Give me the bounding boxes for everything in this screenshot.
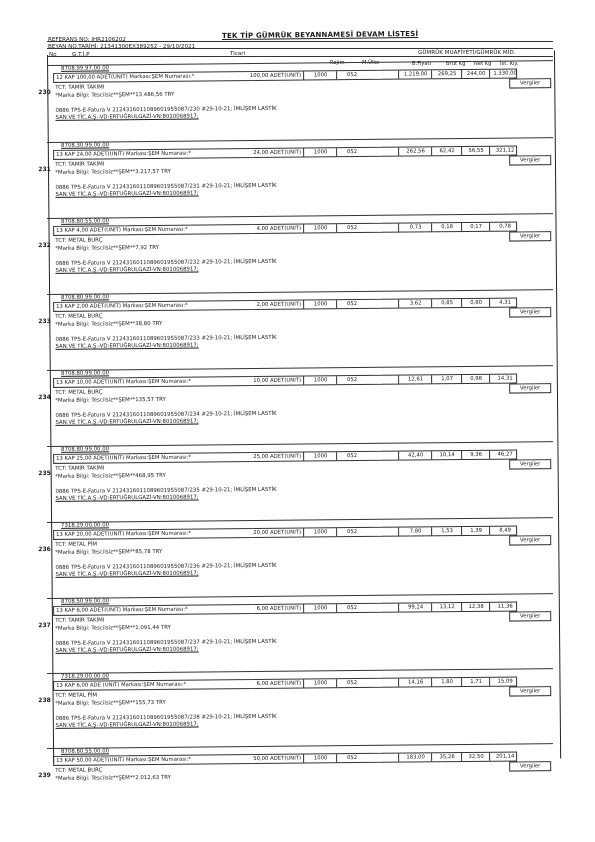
quantity-unit: 6,00 ADET(UNIT) [256, 680, 302, 687]
quantity-unit: 24,00 ADET(UNIT) [253, 149, 302, 157]
tax-label: Vergiler [509, 459, 551, 469]
cell-mulke: 052 [336, 604, 367, 612]
col-kiymet: İst. Kıy. [500, 61, 519, 67]
invoice-info: 0886 TPS-E-Fatura V 2124316011089601955087/237 #29-10-21; İMLİŞEM LASTİK [55, 638, 277, 647]
document-title: TEK TİP GÜMRÜK BEYANNAMESİ DEVAM LİSTESİ [221, 29, 419, 41]
firm-info: SAN.VE TİC.A.Ş.-VD:ERTUĞRULGAZİ-VN:8010068917; [55, 721, 199, 729]
cell-brut: 62,42 [431, 147, 462, 155]
firm-info: SAN.VE TİC.A.Ş.-VD:ERTUĞRULGAZİ-VN:8010068917; [55, 418, 199, 426]
cell-fiyat: 183,00 [398, 753, 432, 761]
cell-net: 0,17 [461, 223, 490, 231]
quantity-unit: 4,00 ADET(UNIT) [256, 225, 302, 232]
reference-number: REFERANS NO: IHR2106202 [48, 37, 126, 43]
cell-fiyat: 14,16 [398, 678, 432, 686]
cell-fiyat: 42,40 [398, 451, 432, 459]
invoice-info: 0886 TPS-E-Fatura V 2124316011089601955087/238 #29-10-21; İMLİŞEM LASTİK [55, 713, 277, 722]
cell-brut: 1,53 [431, 527, 462, 535]
quantity-unit: 20,00 ADET(UNIT) [253, 529, 302, 537]
firm-info: SAN.VE TİC.A.Ş.-VD:ERTUĞRULGAZİ-VN:8010068917; [55, 494, 199, 502]
cell-fiyat: 99,24 [398, 603, 432, 611]
cell-mulke: 052 [336, 452, 367, 460]
gtip-code: 8708.80.55.00.00 [61, 748, 110, 755]
invoice-info: 0886 TPS-E-Fatura V 2124316011089601955087/234 #29-10-21; İMLİŞEM LASTİK [55, 410, 277, 419]
firm-info: SAN.VE TİC.A.Ş.-VD:ERTUĞRULGAZİ-VN:8010068917; [55, 113, 199, 121]
cell-net: 1,39 [461, 527, 490, 535]
brand-info: *Marka Bilgi: Tescilsiz**ŞEM**85,78 TRY [55, 548, 163, 556]
gtip-code: 8708.80.99.00.00 [61, 370, 110, 377]
brand-info: *Marka Bilgi: Tescilsiz**ŞEM**2.012,63 TRY [55, 774, 171, 782]
cell-kiymet: 0,78 [489, 222, 520, 230]
item-number: 236 [38, 545, 51, 554]
quantity-unit: 2,00 ADET(UNIT) [256, 301, 302, 308]
quantity-unit: 25,00 ADET(UNIT) [253, 453, 302, 461]
cell-mulke: 052 [336, 148, 367, 156]
quantity-text: 13 KAP 20,00 ADET(UNIT) Markası:ŞEM Numarası:* [56, 530, 192, 538]
cell-rejim: 1000 [303, 376, 337, 384]
cell-brut: 269,25 [431, 70, 462, 78]
item-number: 237 [38, 621, 51, 630]
gtip-code: 7318.29.00.00.00 [61, 673, 110, 680]
invoice-info: 0886 TPS-E-Fatura V 2124316011089601955087/231 #29-10-21; İMLİŞEM LASTİK [55, 182, 277, 191]
cell-net: 0,80 [461, 299, 490, 307]
no-column-label: No [49, 52, 57, 58]
cell-net: 9,36 [461, 451, 490, 459]
cell-net: 0,98 [461, 375, 490, 383]
declaration-number: BEYAN NO.TARİHİ: 21341300EX389252 - 29/10/2021 [48, 44, 196, 50]
cell-rejim: 1000 [303, 604, 337, 612]
quantity-text: 13 KAP 10,00 ADET(UNIT) Markası:ŞEM Numarası:* [56, 378, 192, 386]
invoice-info: 0886 TPS-E-Fatura V 2124316011089601955087/230 #29-10-21; İMLİŞEM LASTİK [55, 105, 277, 114]
cell-net: 12,38 [461, 603, 490, 611]
item-number: 233 [38, 317, 51, 326]
tax-label: Vergiler [509, 686, 551, 696]
quantity-text: 13 KAP 24,00 ADET(UNIT) Markası:ŞEM Numarası:* [56, 150, 192, 158]
cell-mulke: 052 [336, 528, 367, 536]
brand-info: *Marka Bilgi: Tescilsiz**ŞEM**3.217,57 TRY [55, 168, 171, 176]
brand-info: *Marka Bilgi: Tescilsiz**ŞEM**7,92 TRY [55, 244, 159, 252]
quantity-text: 13 KAP 25,00 ADET(UNIT) Markası:ŞEM Numarası:* [56, 454, 192, 462]
quantity-text: 13 KAP 2,00 ADET(UNIT) Markası:ŞEM Numarası:* [56, 302, 188, 310]
tax-label: Vergiler [509, 155, 551, 165]
item-description: TCT: TAMİR TAKIMI [55, 161, 105, 168]
cell-mulke: 052 [336, 300, 367, 308]
col-rejim: Rejim [330, 60, 345, 66]
cell-kiymet: 1.330,00 [489, 69, 520, 77]
ticari-column-label: Ticari [230, 51, 246, 57]
brand-info: *Marka Bilgi: Tescilsiz**ŞEM**135,57 TRY [55, 396, 166, 404]
cell-mulke: 052 [336, 71, 367, 79]
cell-fiyat: 0,73 [398, 223, 432, 231]
cell-rejim: 1000 [303, 224, 337, 232]
gtip-code: 8708.80.55.00.00 [61, 218, 110, 225]
cell-mulke: 052 [336, 679, 367, 687]
item-number: 232 [38, 241, 51, 250]
brand-info: *Marka Bilgi: Tescilsiz**ŞEM**155,73 TRY [55, 699, 166, 707]
item-number: 234 [38, 393, 51, 402]
cell-kiymet: 8,49 [489, 526, 520, 534]
quantity-text: 13 KAP 6,00 ADE (UNIT) Markası:ŞEM Numarası:* [56, 681, 187, 689]
tax-label: Vergiler [509, 611, 551, 621]
header-rule [47, 48, 553, 49]
cell-rejim: 1000 [303, 452, 337, 460]
gumruk-column-label: GÜMRÜK MUAFİYETİ/GÜMRÜK MİD. [418, 50, 516, 56]
firm-info: SAN.VE TİC.A.Ş.-VD:ERTUĞRULGAZİ-VN:8010068917; [55, 266, 199, 274]
brand-info: *Marka Bilgi: Tescilsiz**ŞEM**13.486,56 TRY [55, 91, 175, 99]
cell-kiymet: 201,14 [489, 752, 520, 760]
brand-info: *Marka Bilgi: Tescilsiz**ŞEM**1.091,44 TRY [55, 624, 171, 632]
invoice-info: 0886 TPS-E-Fatura V 2124316011089601955087/236 #29-10-21; İMLİŞEM LASTİK [55, 562, 277, 571]
gtip-code: 8708.99.97.00.00 [61, 65, 110, 72]
cell-brut: 1,07 [431, 375, 462, 383]
firm-info: SAN.VE TİC.A.Ş.-VD:ERTUĞRULGAZİ-VN:8010068917; [55, 190, 199, 198]
tax-label: Vergiler [509, 231, 551, 241]
invoice-info: 0886 TPS-E-Fatura V 2124316011089601955087/235 #29-10-21; İMLİŞEM LASTİK [55, 486, 277, 495]
col-mulke: M.Ülke [362, 60, 380, 66]
tax-label: Vergiler [509, 307, 551, 317]
tax-label: Vergiler [509, 78, 551, 88]
cell-brut: 35,26 [431, 753, 462, 761]
item-number: 235 [38, 469, 51, 478]
cell-rejim: 1000 [303, 528, 337, 536]
cell-net: 244,00 [461, 70, 490, 78]
tax-label: Vergiler [509, 383, 551, 393]
gtip-code: 7318.29.00.00.00 [61, 522, 110, 529]
tax-label: Vergiler [509, 761, 551, 771]
cell-mulke: 052 [336, 224, 367, 232]
cell-fiyat: 262,56 [398, 147, 432, 155]
item-number: 238 [38, 696, 51, 705]
item-number: 231 [38, 165, 51, 174]
item-description: TCT: TAMİR TAKIMI [55, 84, 105, 91]
firm-info: SAN.VE TİC.A.Ş.-VD:ERTUĞRULGAZİ-VN:8010068917; [55, 570, 199, 578]
quantity-unit: 50,00 ADET(UNIT) [253, 755, 302, 763]
item-description: TCT: METAL PİM [55, 541, 98, 548]
cell-brut: 13,12 [431, 603, 462, 611]
cell-net: 56,55 [461, 147, 490, 155]
cell-mulke: 052 [336, 376, 367, 384]
quantity-unit: 6,00 ADET(UNIT) [256, 605, 302, 612]
cell-kiymet: 321,12 [489, 146, 520, 154]
gtip-code: 8708.80.99.00.00 [61, 446, 110, 453]
cell-kiymet: 11,36 [489, 602, 520, 610]
cell-rejim: 1000 [303, 300, 337, 308]
cell-brut: 1,80 [431, 678, 462, 686]
cell-rejim: 1000 [303, 71, 337, 79]
tax-label: Vergiler [509, 535, 551, 545]
cell-mulke: 052 [336, 754, 367, 762]
item-description: TCT: METAL BURÇ [55, 767, 103, 774]
gtip-code: 8708.30.99.00.00 [61, 142, 110, 149]
quantity-unit: 10,00 ADET(UNIT) [253, 377, 302, 385]
item-description: TCT: METAL BURÇ [55, 313, 103, 320]
col-net: Net Kg [474, 61, 492, 67]
quantity-text: 13 KAP 50,00 ADET(UNIT) Markası:ŞEM Numarası:* [56, 756, 192, 764]
cell-fiyat: 7,80 [398, 527, 432, 535]
item-number: 239 [38, 771, 51, 780]
cell-kiymet: 14,31 [489, 374, 520, 382]
cell-fiyat: 3,62 [398, 299, 432, 307]
firm-info: SAN.VE TİC.A.Ş.-VD:ERTUĞRULGAZİ-VN:8010068917; [55, 342, 199, 350]
brand-info: *Marka Bilgi: Tescilsiz**ŞEM**468,95 TRY [55, 472, 166, 480]
cell-kiymet: 46,27 [489, 450, 520, 458]
quantity-unit: 100,00 ADET(UNIT) [249, 72, 302, 80]
header-rule [47, 56, 553, 57]
quantity-text: 13 KAP 4,00 ADET(UNIT) Markası:ŞEM Numarası:* [56, 226, 188, 234]
cell-rejim: 1000 [303, 148, 337, 156]
item-description: TCT: METAL PİM [55, 692, 98, 699]
quantity-text: 12 KAP 100,00 ADET(UNIT) Markası:ŞEM Numarası:* [56, 73, 195, 81]
item-description: TCT: METAL BURÇ [55, 389, 103, 396]
cell-net: 1,71 [461, 678, 490, 686]
cell-kiymet: 15,09 [489, 677, 520, 685]
cell-rejim: 1000 [303, 679, 337, 687]
gtip-column-label: G.T.İ.P [72, 52, 90, 58]
cell-brut: 0,85 [431, 299, 462, 307]
quantity-text: 13 KAP 6,00 ADET(UNIT) Markası:ŞEM Numarası:* [56, 606, 188, 614]
cell-brut: 10,14 [431, 451, 462, 459]
gtip-code: 8708.80.99.00.00 [61, 294, 110, 301]
cell-brut: 0,18 [431, 223, 462, 231]
header-rule [47, 41, 553, 42]
item-number: 230 [38, 88, 51, 97]
brand-info: *Marka Bilgi: Tescilsiz**ŞEM**38,80 TRY [55, 320, 163, 328]
cell-rejim: 1000 [303, 754, 337, 762]
firm-info: SAN.VE TİC.A.Ş.-VD:ERTUĞRULGAZİ-VN:8010068917; [55, 646, 199, 654]
col-fiyat: B.Fiyatı [412, 61, 431, 67]
item-description: TCT: TAMİR TAKIMI [55, 465, 105, 472]
item-description: TCT: TAMİR TAKIMI [55, 617, 105, 624]
invoice-info: 0886 TPS-E-Fatura V 2124316011089601955087/233 #29-10-21; İMLİŞEM LASTİK [55, 334, 277, 343]
col-brut: Brüt Kg [446, 61, 466, 67]
gtip-code: 8708.50.99.00.00 [61, 598, 110, 605]
invoice-info: 0886 TPS-E-Fatura V 2124316011089601955087/232 #29-10-21; İMLİŞEM LASTİK [55, 258, 277, 267]
cell-fiyat: 1.219,00 [398, 70, 432, 78]
cell-net: 32,50 [461, 753, 490, 761]
cell-fiyat: 12,61 [398, 375, 432, 383]
cell-kiymet: 4,31 [489, 298, 520, 306]
item-description: TCT: METAL BURÇ [55, 237, 103, 244]
